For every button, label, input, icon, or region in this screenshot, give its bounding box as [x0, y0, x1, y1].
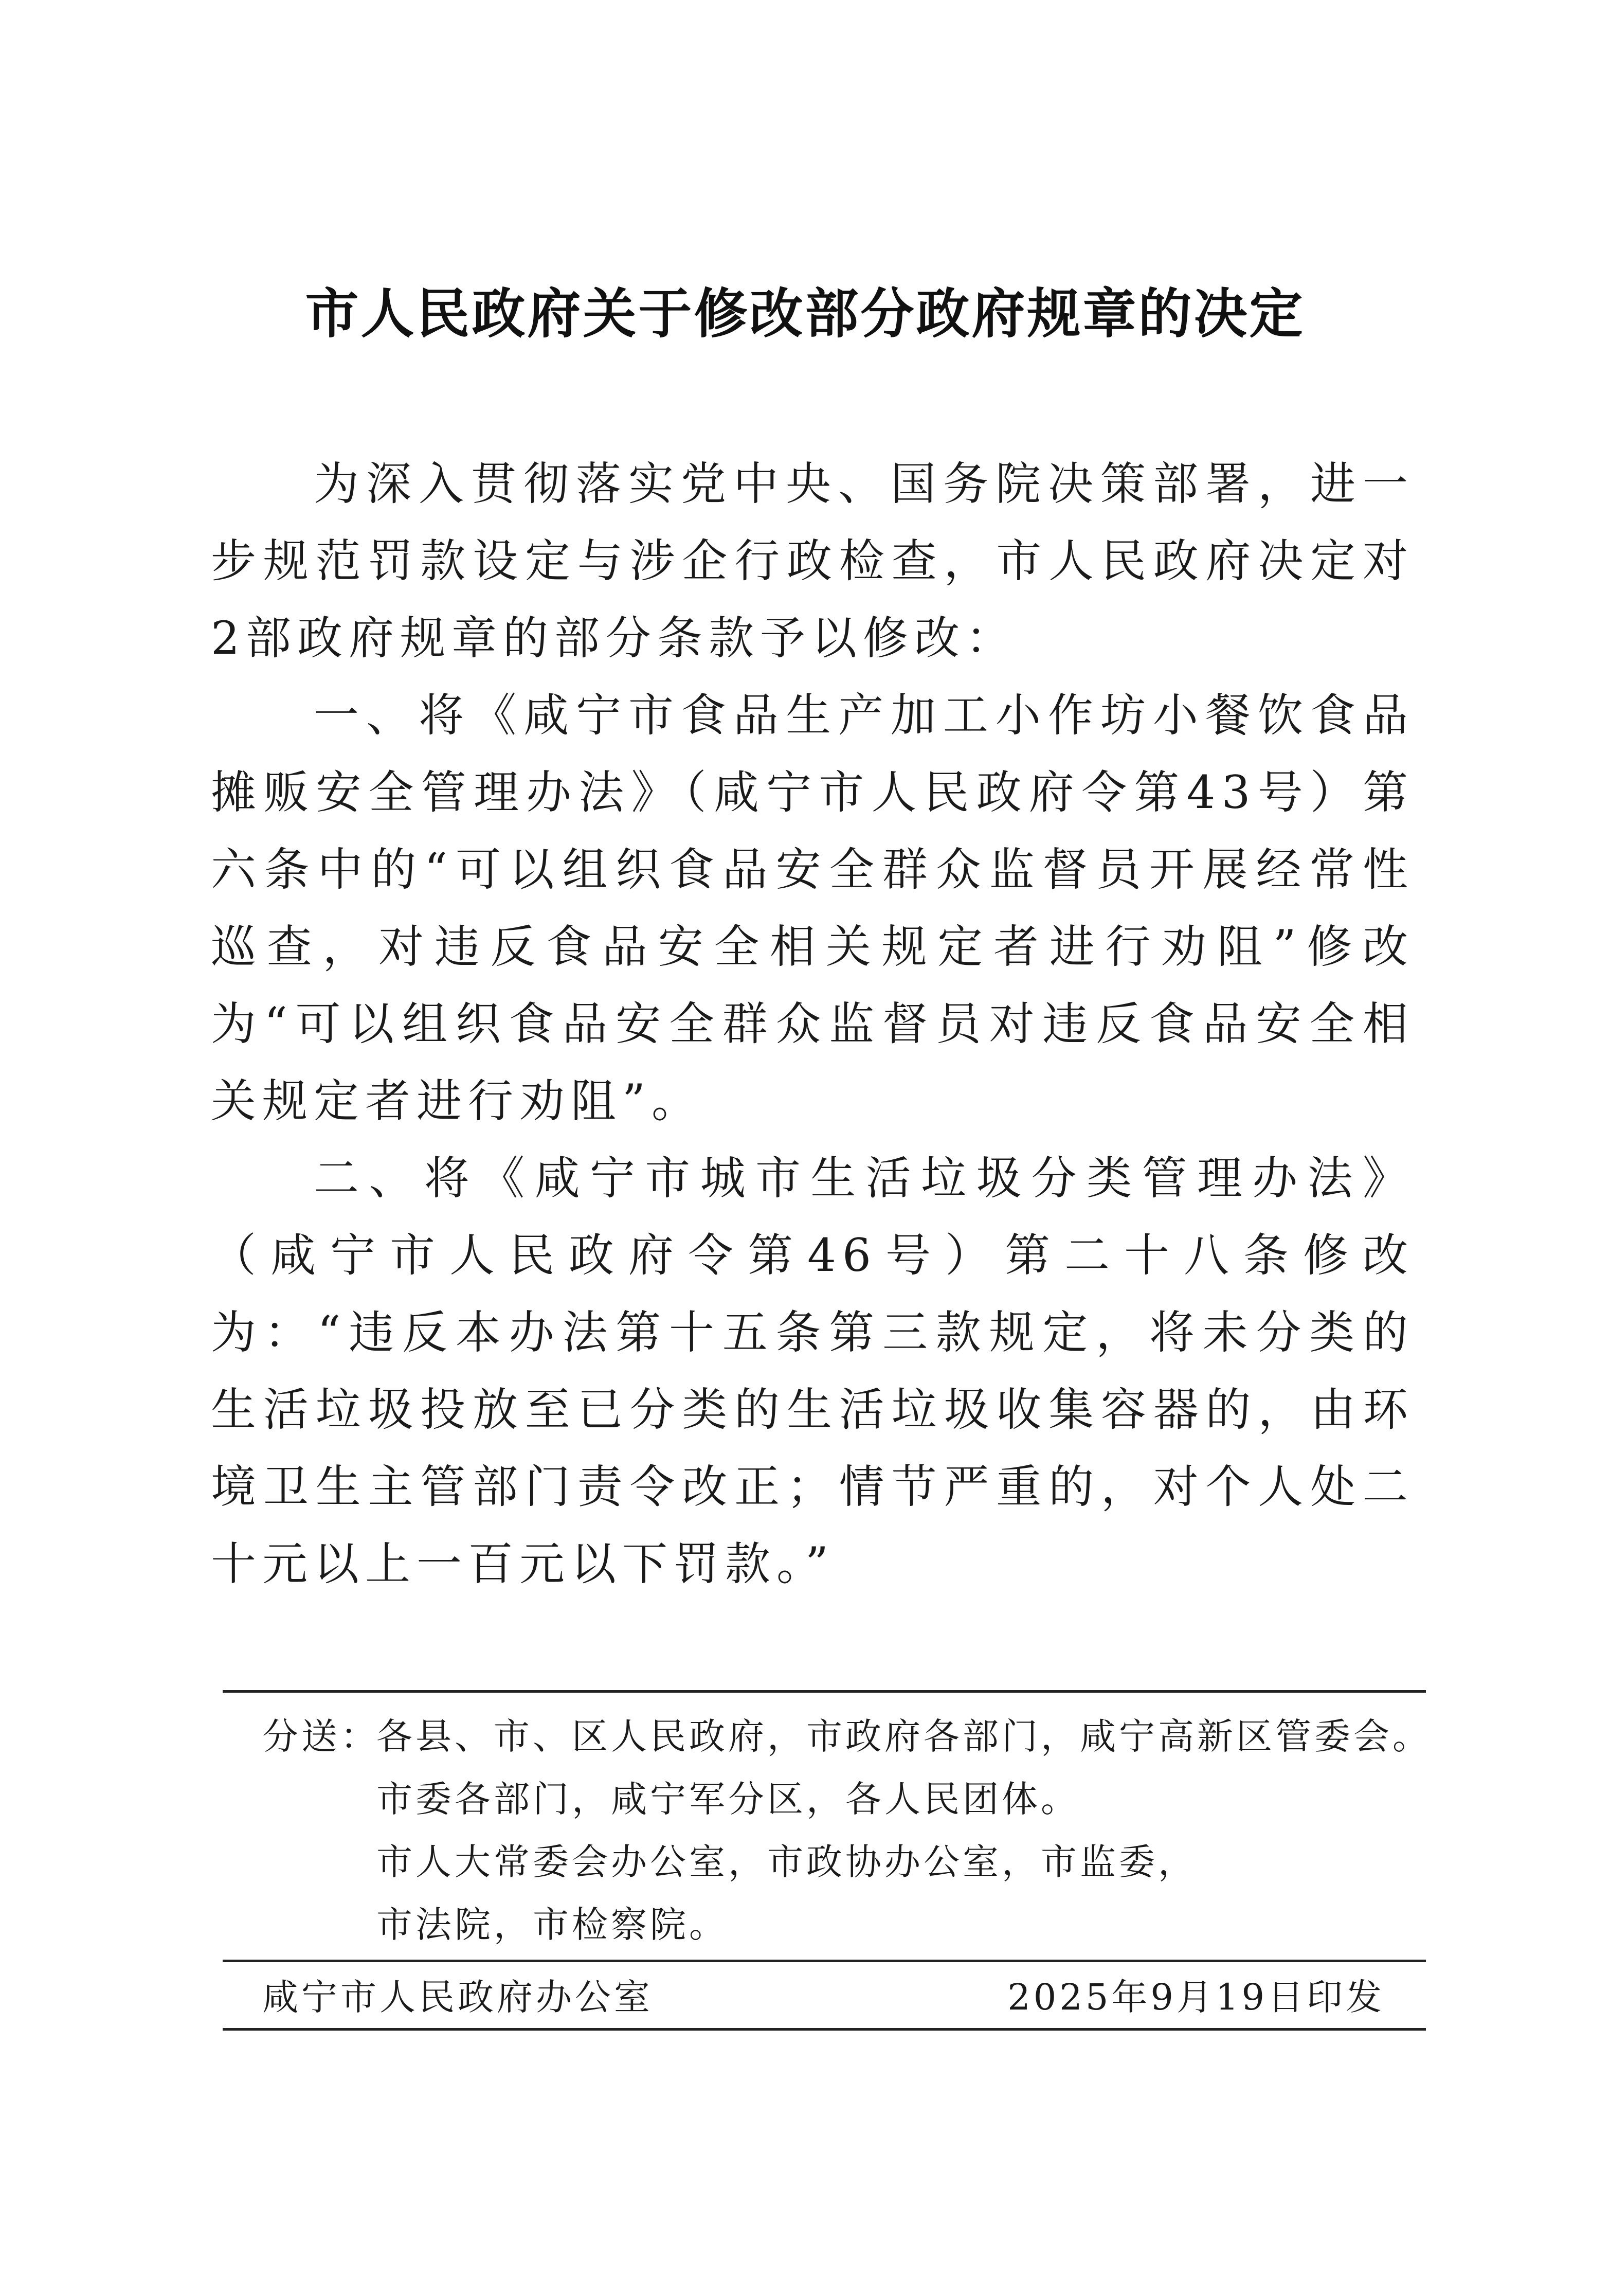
print-date: 2025年9月19日印发 [1007, 1976, 1385, 2018]
issuer-name: 咸宁市人民政府办公室 [262, 1976, 653, 2018]
distribution-line: 市委各部门，咸宁军分区，各人民团体。 [376, 1778, 1080, 1820]
distribution-label: 分送： [262, 1715, 379, 1757]
print-footer [262, 1966, 1385, 2022]
body-paragraph-intro: 为深入贯彻落实党中央、国务院决策部署，进一步规范罚款设定与涉企行政检查，市人民政府决定对2部政府规章的部分条款予以修改： [211, 457, 1414, 665]
distribution-list [262, 1705, 1432, 1956]
distribution-row [262, 1893, 1424, 1956]
document-title: 市人民政府关于修改部分政府规章的决定 [305, 282, 1305, 345]
distribution-row [262, 1831, 1424, 1893]
distribution-line: 市人大常委会办公室，市政协办公室，市监委， [376, 1841, 1197, 1883]
footer-top-rule [223, 1960, 1426, 1962]
distribution-row [262, 1705, 1432, 1768]
document-body [211, 445, 1414, 1603]
footer-bottom-rule [223, 2028, 1426, 2031]
body-paragraph-article-1: 一、将《咸宁市食品生产加工小作坊小餐饮食品摊贩安全管理办法》（咸宁市人民政府令第43号）第六条中的“可以组织食品安全群众监督员开展经常性巡查，对违反食品安全相关规定者进行劝阻”修改为“可以组织食品安全群众监督员对违反食品安全相关规定者进行劝阻”。 [211, 689, 1414, 1127]
body-paragraph-article-2: 二、将《咸宁市城市生活垃圾分类管理办法》（咸宁市人民政府令第46号）第二十八条修改为：“违反本办法第十五条第三款规定，将未分类的生活垃圾投放至已分类的生活垃圾收集容器的，由环境卫生主管部门责令改正；情节严重的，对个人处二十元以上一百元以下罚款。” [211, 1152, 1414, 1590]
distribution-row [262, 1768, 1424, 1831]
distribution-line: 各县、市、区人民政府，市政府各部门，咸宁高新区管委会。 [376, 1715, 1432, 1757]
distribution-top-rule [223, 1690, 1426, 1693]
distribution-line: 市法院，市检察院。 [376, 1904, 728, 1946]
